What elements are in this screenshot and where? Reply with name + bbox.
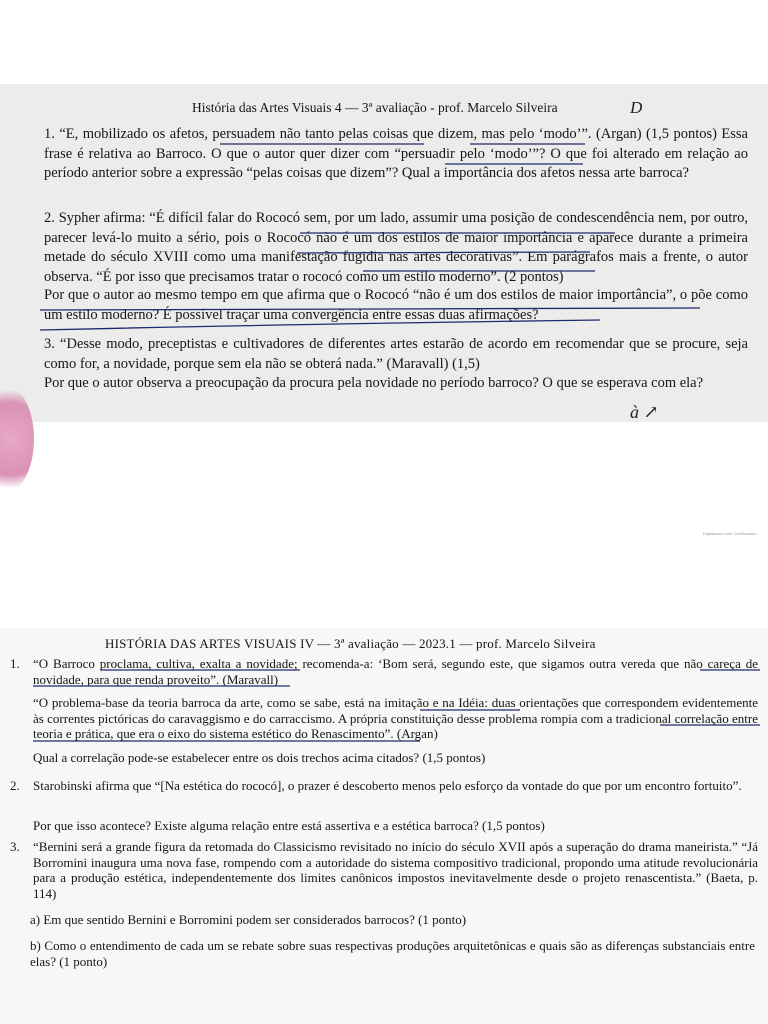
exam2-q1-quote2: “O problema-base da teoria barroca da arte, como se sabe, está na imitação e na Idéia: duas orientações que correspondem evidentemente às correntes pictóricas do caravaggismo e do carraccismo. A própria constituição desse problema rompia com a tradicional correlação entre teoria e prática, que era o eixo do sistema estético do Renascimento”. (Argan) xyxy=(33,695,758,741)
exam-sheet-1 xyxy=(0,84,768,422)
exam2-q1-number: 1. xyxy=(10,656,20,671)
exam2-title: HISTÓRIA DAS ARTES VISUAIS IV — 3ª avaliação — 2023.1 — prof. Marcelo Silveira xyxy=(105,636,596,651)
exam2-q3-quote: “Bernini será a grande figura da retomada do Classicismo revisitado no início do século XVII após a superação do drama maneirista.” “Já Borromini inaugura uma nova fase, rompendo com a autoridade do sistema compositivo tradicional, propondo uma atitude revolucionária para a produção estética, independentemente dos limites canônicos impostos inevitavelmente desde o projeto renascentista.” (Baeta, p. 114) xyxy=(33,839,758,901)
signature: à ↗ xyxy=(630,402,659,422)
exam2-q1-quote1: “O Barroco proclama, cultiva, exalta a novidade; recomenda-a: ‘Bom será, segundo este, que sigamos outra vereda que não careça de novidade, para que renda proveito”. (Maravall) xyxy=(33,656,758,687)
exam1-question-2: 2. Sypher afirma: “É difícil falar do Rococó sem, por um lado, assumir uma posição de condescendência nem, por outro, parecer levá-lo muito a sério, pois o Rococó não é um dos estilos de maior importância e aparece durante a primeira metade do século XVIII como uma manifestação fugidia nas artes decorativas”. Em parágrafos mais a frente, o autor observa. “É por isso que precisamos tratar o rococó como um estilo moderno”. (2 pontos) xyxy=(44,210,748,285)
exam2-q3-item-b: b) Como o entendimento de cada um se rebate sobre suas respectivas produções arquitetônicas e quais são as diferenças substanciais entre elas? (1 ponto) xyxy=(30,938,755,969)
exam2-q2-quote: Starobinski afirma que “[Na estética do rococó], o prazer é descoberto menos pelo esforço da vontade do que por um encontro fortuito”. xyxy=(33,778,742,793)
scan-watermark: Digitalizado com CamScanner xyxy=(703,531,757,536)
exam1-title: História das Artes Visuais 4 — 3ª avaliação - prof. Marcelo Silveira xyxy=(192,100,558,115)
exam2-q3-number: 3. xyxy=(10,839,20,854)
exam-sheet-2 xyxy=(0,628,768,1024)
exam2-q2-number: 2. xyxy=(10,778,20,793)
underline-q2d xyxy=(40,308,700,310)
exam1-question-3-prompt: Por que o autor observa a preocupação da procura pela novidade no período barroco? O que se esperava com ela? xyxy=(44,375,704,391)
exam2-q3-item-a: a) Em que sentido Bernini e Borromini podem ser considerados barrocos? (1 ponto) xyxy=(30,912,467,927)
exam1-question-3: 3. “Desse modo, preceptistas e cultivadores de diferentes artes estarão de acordo em recomendar que se procure, seja como for, a novidade, porque sem ela não se obterá nada.” (Maravall) (1,5) xyxy=(44,336,748,372)
exam2-q1-question: Qual a correlação pode-se estabelecer entre os dois trechos acima citados? (1,5 pontos) xyxy=(33,750,486,765)
pen-underlines-2 xyxy=(0,628,768,1024)
grade-mark: D xyxy=(630,98,643,117)
pen-underlines xyxy=(0,84,768,422)
underline-q2b xyxy=(297,252,590,253)
underline-q2e xyxy=(40,320,600,330)
exam1-question-2-prompt: Por que o autor ao mesmo tempo em que afirma que o Rococó “não é um dos estilos de maior importância”, o põe como um estilo moderno? É possível traçar uma convergência entre essas duas afirmações? xyxy=(44,287,748,323)
exam1-question-1: 1. “E, mobilizado os afetos, persuadem não tanto pelas coisas que dizem, mas pelo ‘modo’”. (Argan) (1,5 pontos) Essa frase é relativa ao Barroco. O que o autor quer dizer com “persuadir pelo ‘modo’”? O que foi alterado em relação ao período anterior sobre a expressão “pelas coisas que dizem”? Qual a importância dos afetos nessa arte barroca? xyxy=(44,126,748,181)
exam2-q2-question: Por que isso acontece? Existe alguma relação entre está assertiva e a estética barroca? (1,5 pontos) xyxy=(33,818,545,833)
